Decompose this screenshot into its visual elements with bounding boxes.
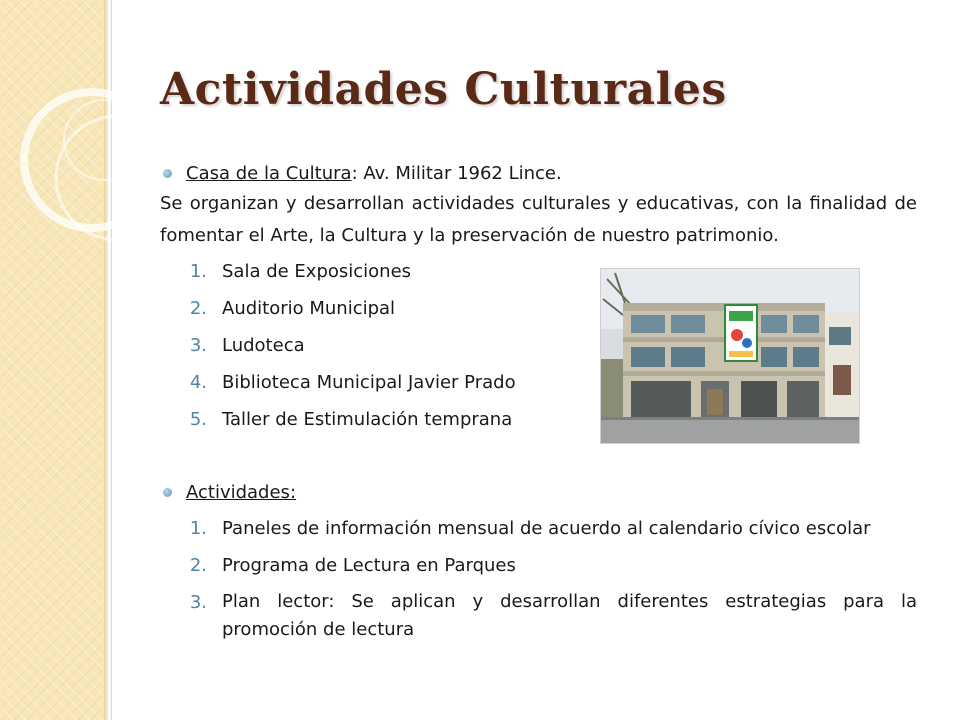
facility-item: Taller de Estimulación temprana (222, 409, 513, 430)
list-number: 2. (189, 298, 207, 319)
activity-item: Paneles de información mensual de acuerdo al calendario cívico escolar (222, 518, 871, 539)
bullet-dot (163, 169, 172, 178)
list-number: 1. (189, 518, 207, 539)
casa-name: Casa de la Cultura (186, 163, 352, 184)
facility-item: Ludoteca (222, 335, 305, 356)
activities-heading: Actividades: (186, 482, 297, 503)
activity-item: Plan lector: Se aplican y desarrollan diferentes estrategias para la promoción de lectura (222, 591, 917, 640)
list-number: 4. (189, 372, 207, 393)
building-photo (600, 268, 860, 444)
facility-item: Sala de Exposiciones (222, 261, 412, 282)
slide-title: Actividades Culturales (160, 64, 727, 115)
list-number: 3. (189, 335, 207, 356)
facility-item: Biblioteca Municipal Javier Prado (222, 372, 516, 393)
decorative-circles (0, 0, 200, 300)
building-illustration (601, 269, 859, 443)
casa-address: : Av. Militar 1962 Lince. (351, 163, 562, 184)
list-number: 2. (189, 555, 207, 576)
list-number: 5. (189, 409, 207, 430)
facility-item: Auditorio Municipal (222, 298, 396, 319)
list-number: 1. (189, 261, 207, 282)
list-number: 3. (189, 592, 207, 613)
casa-line (186, 163, 562, 184)
activity-item: Programa de Lectura en Parques (222, 555, 516, 576)
bullet-dot (163, 488, 172, 497)
description-paragraph: Se organizan y desarrollan actividades culturales y educativas, con la finalidad de fomentar el Arte, la Cultura y la preservación de nuestro patrimonio. (160, 193, 917, 246)
